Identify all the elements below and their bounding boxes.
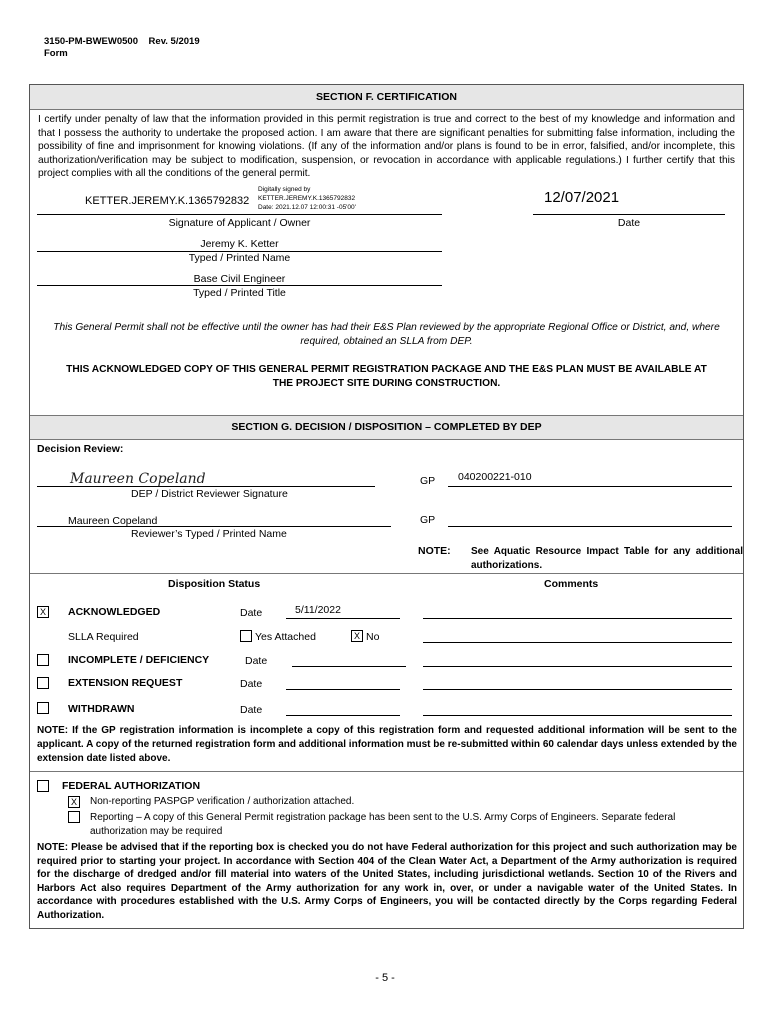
gp-line-1 (448, 486, 732, 487)
incomplete-comment-line[interactable] (423, 666, 732, 667)
incomplete-date-line[interactable] (292, 666, 406, 667)
typed-title-label: Typed / Printed Title (193, 287, 286, 299)
acknowledged-checkbox[interactable]: X (37, 606, 49, 618)
aquatic-note-text: See Aquatic Resource Impact Table for any additional authorizations. (471, 546, 743, 571)
reviewer-typed-line (37, 526, 391, 527)
form-header (44, 36, 200, 60)
certification-text: I certify under penalty of law that the information provided in this permit registration is true and correct to the best of my knowledge and information and that I possess the authority to undertake the proposed action. I am aware that there are significant penalties for submitting false information, including the possibility of fine and imprisonment for knowing violations. (If any of the information and/or plans is found to be in error, falsified, and/or incomplete, this authorization/verification may be subject to modification, suspension, or revocation in accordance with applicable regulations.) I further certify that this project complies with all the conditions of the general permit. (38, 114, 735, 180)
digsig-line-1: Digitally signed by (258, 186, 311, 193)
withdrawn-checkbox[interactable] (37, 702, 49, 714)
slla-no-label: No (366, 631, 380, 643)
reviewer-signature-label: DEP / District Reviewer Signature (131, 488, 288, 500)
withdrawn-label: WITHDRAWN (68, 703, 135, 715)
section-g-title: SECTION G. DECISION / DISPOSITION – COMPLETED BY DEP (30, 416, 743, 440)
gp-label-1: GP (420, 475, 436, 487)
incomplete-label: INCOMPLETE / DEFICIENCY (68, 654, 210, 666)
form-label: Form (44, 48, 68, 59)
section-f-title: SECTION F. CERTIFICATION (30, 85, 743, 110)
incomplete-checkbox[interactable] (37, 654, 49, 666)
gp-incomplete-note: NOTE: If the GP registration information is incomplete a copy of this registration form and requested additional information will be sent to the applicant. A copy of the returned registration form and additional information must be re-submitted within 60 calendar days unless extended by the extension date listed above. (37, 725, 737, 764)
slla-yes-checkbox[interactable] (240, 630, 252, 642)
date-label: Date (617, 217, 641, 229)
extension-label: EXTENSION REQUEST (68, 677, 183, 689)
signature-line (37, 214, 442, 215)
aquatic-note-label: NOTE: (418, 545, 451, 557)
federal-authorization-note: NOTE: Please be advised that if the reporting box is checked you do not have Federal authorization for this project and such authorization may be required prior to starting your project. In accordance with Section 404 of the Clean Water Act, a Department of the Army authorization is required for the discharge of dredged and/or fill material into waters of the United States, including jurisdictional wetlands. Section 10 of the Rivers and Harbors Act also requires Department of the Army authorization for any work in, over, or under a navigable water of the United States. In accordance with procedures established with the U.S. Army Corps of Engineers, you will be contacted directly by the Corps regarding Federal Authorization. (37, 842, 737, 921)
non-reporting-checkbox[interactable]: X (68, 796, 80, 808)
extension-comment-line[interactable] (423, 689, 732, 690)
form-revision: Rev. 5/2019 (148, 36, 200, 47)
typed-title: Base Civil Engineer (193, 273, 286, 285)
digsig-line-2: KETTER.JEREMY.K.1365792832 (258, 195, 356, 202)
typed-name: Jeremy K. Ketter (200, 238, 279, 250)
page-number: - 5 - (375, 972, 395, 984)
withdrawn-comment-line[interactable] (423, 715, 732, 716)
effective-notice: This General Permit shall not be effective until the owner has had their E&S Plan reviewed by the appropriate Regional Office or District, and, where required, obtained an SLLA from DEP. (53, 322, 720, 347)
comments-header: Comments (544, 578, 599, 590)
federal-authorization-checkbox[interactable] (37, 780, 49, 792)
federal-authorization-label: FEDERAL AUTHORIZATION (62, 780, 201, 792)
digital-signature-stamp (258, 185, 356, 212)
form-frame (29, 84, 744, 929)
gp-label-2: GP (420, 514, 436, 526)
withdrawn-date-line[interactable] (286, 715, 400, 716)
disposition-status-header: Disposition Status (168, 578, 261, 590)
typed-title-line (37, 285, 442, 286)
acknowledged-date-label: Date (240, 607, 263, 619)
reviewer-typed-name: Maureen Copeland (68, 515, 158, 527)
gp-line-2 (448, 526, 732, 527)
digsig-line-3: Date: 2021.12.07 12:00:31 -05'00' (258, 204, 356, 211)
divider (30, 573, 743, 574)
extension-date-label: Date (240, 678, 263, 690)
decision-review-label: Decision Review: (37, 443, 124, 455)
divider (30, 771, 743, 772)
slla-no-checkbox[interactable]: X (351, 630, 363, 642)
extension-date-line[interactable] (286, 689, 400, 690)
non-reporting-label: Non-reporting PASPGP verification / authorization attached. (90, 796, 355, 807)
slla-yes-label: Yes Attached (255, 631, 316, 643)
acknowledged-date-line (286, 618, 400, 619)
acknowledged-date: 5/11/2022 (295, 604, 341, 616)
acknowledged-comment-line[interactable] (423, 618, 732, 619)
acknowledged-label: ACKNOWLEDGED (68, 606, 161, 618)
reporting-checkbox[interactable] (68, 811, 80, 823)
withdrawn-date-label: Date (240, 704, 263, 716)
typed-name-label: Typed / Printed Name (188, 252, 291, 264)
certification-date: 12/07/2021 (544, 189, 620, 206)
date-line (533, 214, 725, 215)
site-availability-notice: THIS ACKNOWLEDGED COPY OF THIS GENERAL PERMIT REGISTRATION PACKAGE AND THE E&S PLAN MUST BE AVAILABLE AT THE PROJECT SITE DURING CONSTRUCTION. (66, 364, 707, 389)
gp-number: 040200221-010 (458, 471, 532, 483)
incomplete-date-label: Date (245, 655, 268, 667)
signature-label: Signature of Applicant / Owner (168, 217, 311, 229)
signer-name: KETTER.JEREMY.K.1365792832 (85, 195, 250, 207)
slla-label: SLLA Required (68, 631, 139, 643)
reviewer-typed-label: Reviewer’s Typed / Printed Name (131, 528, 287, 540)
extension-checkbox[interactable] (37, 677, 49, 689)
reporting-label: Reporting – A copy of this General Permit registration package has been sent to the U.S. Army Corps of Engineers. Separate federal authorization may be required (90, 812, 676, 837)
reviewer-signature: Maureen Copeland (70, 471, 206, 487)
reviewer-signature-line (37, 486, 375, 487)
slla-comment-line[interactable] (423, 642, 732, 643)
form-code: 3150-PM-BWEW0500 (44, 36, 138, 47)
